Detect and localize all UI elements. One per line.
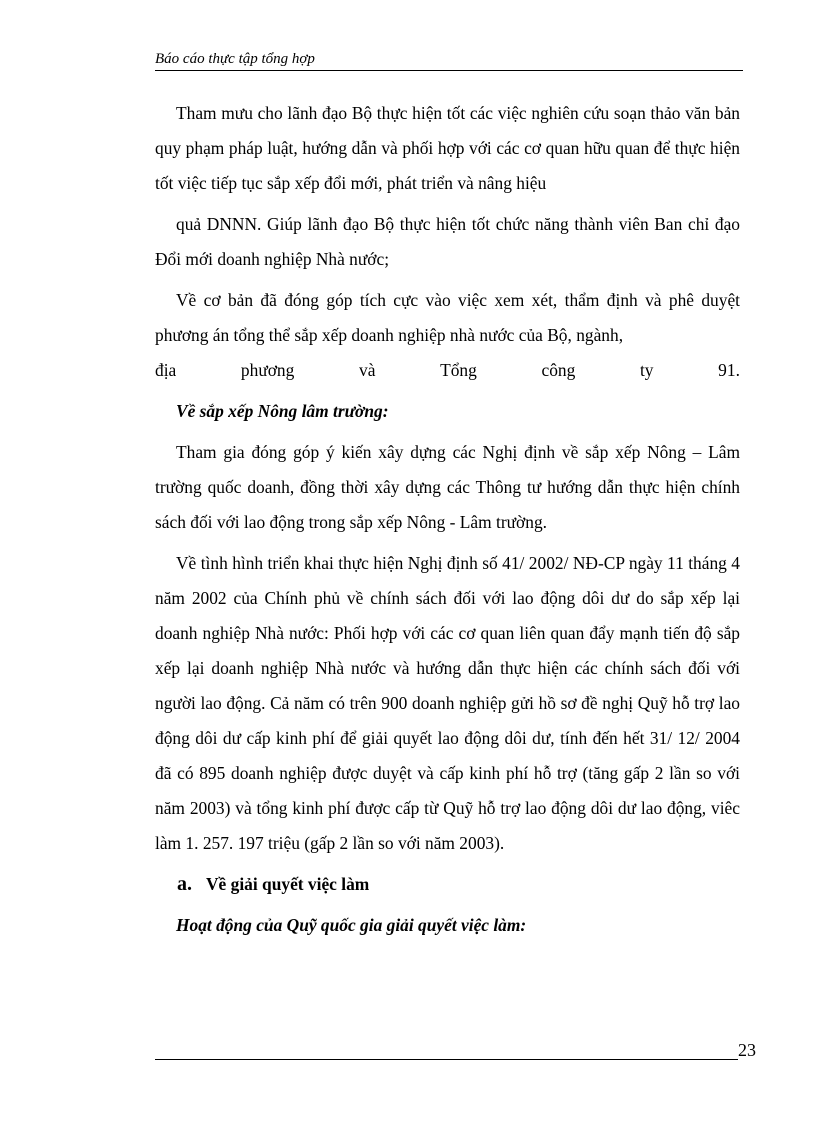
document-body <box>155 96 740 943</box>
paragraph-ve-co-ban: Về cơ bản đã đóng góp tích cực vào việc xem xét, thẩm định và phê duyệt phương án tổng thể sắp xếp doanh nghiệp nhà nước của Bộ, ngành, <box>155 290 740 345</box>
paragraph-tham-gia: Tham gia đóng góp ý kiến xây dựng các Nghị định về sắp xếp Nông – Lâm trường quốc doanh, đồng thời xây dựng các Thông tư hướng dẫn thực hiện chính sách đối với lao động trong sắp xếp Nông - Lâm trường. <box>155 442 740 532</box>
word: công <box>541 360 576 380</box>
word: và <box>359 360 376 380</box>
word: ty <box>639 360 654 380</box>
page-number: 23 <box>738 1040 756 1060</box>
paragraph-tham-muu: Tham mưu cho lãnh đạo Bộ thực hiện tốt các việc nghiên cứu soạn thảo văn bản quy phạm pháp luật, hướng dẫn và phối hợp với các cơ quan hữu quan để thực hiện tốt việc tiếp tục sắp xếp đổi mới, phát triển và nâng hiệu <box>155 103 740 193</box>
header-title: Báo cáo thực tập tổng hợp <box>155 51 315 67</box>
word: phương <box>240 360 295 380</box>
paragraph-tinh-hinh-trien-khai: Về tình hình triển khai thực hiện Nghị định số 41/ 2002/ NĐ-CP ngày 11 tháng 4 năm 2002 của Chính phủ về chính sách đối với lao động dôi dư do sắp xếp lại doanh nghiệp Nhà nước: Phối hợp với các cơ quan liên quan đẩy mạnh tiến độ sắp xếp lại doanh nghiệp Nhà nước và hướng dẫn thực hiện các chính sách đối với người lao động. Cả năm có trên 900 doanh nghiệp gửi hồ sơ đề nghị Quỹ hỗ trợ lao động dôi dư cấp kinh phí để giải quyết lao động dôi dư, tính đến hết 31/ 12/ 2004 đã có 895 doanh nghiệp được duyệt và cấp kinh phí hỗ trợ (tăng gấp 2 lần so với năm 2003) và tổng kinh phí được cấp từ Quỹ hỗ trợ lao động dôi dư lao động, viêc làm 1. 257. 197 triệu (gấp 2 lần so với năm 2003). <box>155 553 740 853</box>
section-title: Về giải quyết việc làm <box>206 874 370 894</box>
heading-nong-lam-truong: Về sắp xếp Nông lâm trường: <box>176 401 389 421</box>
footer-divider <box>155 1059 738 1060</box>
word: Tổng <box>440 360 477 380</box>
word: địa <box>155 360 177 380</box>
section-a-heading <box>177 867 740 902</box>
section-marker: a. <box>177 873 192 895</box>
paragraph-qua-dnnn: quả DNNN. Giúp lãnh đạo Bộ thực hiện tốt chức năng thành viên Ban chỉ đạo Đổi mới doanh nghiệp Nhà nước; <box>155 214 740 269</box>
heading-quy-quoc-gia: Hoạt động của Quỹ quốc gia giải quyết việc làm: <box>176 915 527 935</box>
page-header <box>155 49 743 71</box>
word: 91. <box>718 360 740 380</box>
paragraph-ve-co-ban-last-line <box>155 353 740 388</box>
